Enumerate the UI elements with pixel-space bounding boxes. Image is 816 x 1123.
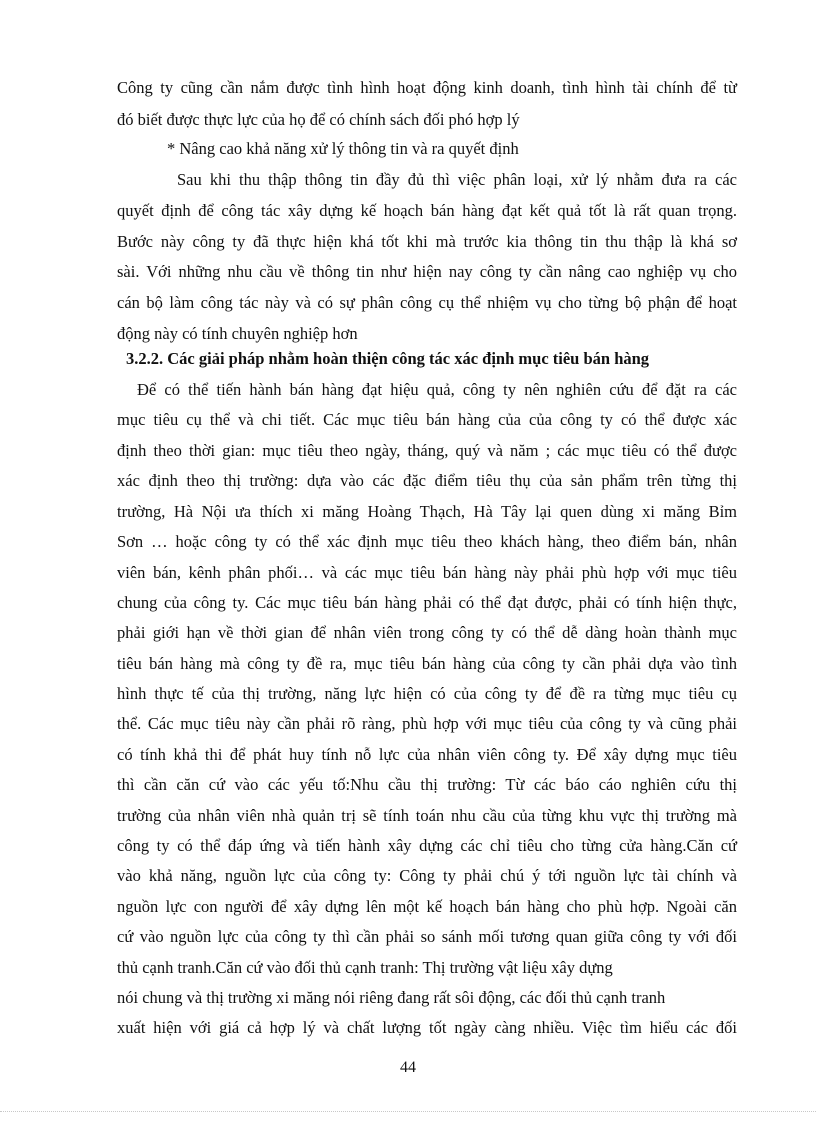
text-line: mục tiêu cụ thể và chi tiết. Các mục tiêu bán hàng của của công ty có thể được xác: [117, 410, 737, 429]
text-line: cứ vào nguồn lực của công ty thì cần phải so sánh mối tương quan giữa công ty với đối: [117, 927, 737, 946]
text-line: thì cần căn cứ vào các yếu tố:Nhu cầu thị trường: Từ các báo cáo nghiên cứu thị: [117, 775, 737, 794]
page-number: 44: [400, 1059, 416, 1076]
text-line: phải giới hạn về thời gian để nhân viên trong công ty có thể dễ dàng hoàn thành mục: [117, 623, 737, 642]
text-line: trường, Hà Nội ưa thích xi măng Hoàng Thạch, Hà Tây lại quen dùng xi măng Bỉm: [117, 502, 737, 521]
text-line: thể. Các mục tiêu này cần phải rõ ràng, phù hợp với mục tiêu của công ty và cũng phải: [117, 714, 737, 733]
text-line: Để có thể tiến hành bán hàng đạt hiệu quả, công ty nên nghiên cứu để đặt ra các: [137, 380, 737, 399]
text-line: nguồn lực con người để xây dựng lên một kế hoạch bán hàng cho phù hợp. Ngoài căn: [117, 897, 737, 916]
text-line: công ty có thể đáp ứng và tiến hành xây dựng các chỉ tiêu cho từng cửa hàng.Căn cứ: [117, 836, 737, 855]
bullet-subheading: * Nâng cao khả năng xử lý thông tin và ra quyết định: [167, 139, 519, 158]
section-heading: 3.2.2. Các giải pháp nhằm hoàn thiện công tác xác định mục tiêu bán hàng: [126, 349, 650, 368]
text-line: định theo thời gian: mục tiêu theo ngày, tháng, quý và năm ; các mục tiêu có thể được: [117, 441, 737, 460]
text-line: Sau khi thu thập thông tin đầy đủ thì việc phân loại, xử lý nhằm đưa ra các: [177, 170, 737, 189]
text-line: nói chung và thị trường xi măng nói riêng đang rất sôi động, các đối thủ cạnh tranh: [117, 988, 666, 1007]
page-bottom-rule: [0, 1111, 816, 1112]
text-line: Sơn … hoặc công ty có thể xác định mục tiêu theo khách hàng, theo điểm bán, nhân: [117, 532, 737, 551]
text-line: xác định theo thị trường: dựa vào các đặc điểm tiêu thụ của sản phẩm trên từng thị: [117, 471, 737, 490]
text-line: tiêu bán hàng mà công ty đề ra, mục tiêu bán hàng của công ty cần phải dựa vào tình: [117, 654, 737, 673]
text-line: chung của công ty. Các mục tiêu bán hàng phải có thể đạt được, phải có tính hiện thực,: [117, 593, 737, 612]
text-line: đó biết được thực lực của họ để có chính sách đối phó hợp lý: [117, 110, 520, 129]
text-line: có tính khả thi để phát huy tính nỗ lực của nhân viên công ty. Để xây dựng mục tiêu: [117, 745, 737, 764]
text-line: thủ cạnh tranh.Căn cứ vào đối thủ cạnh tranh: Thị trường vật liệu xây dựng: [117, 958, 613, 977]
text-line: sài. Với những nhu cầu về thông tin như hiện nay công ty cần nâng cao nghiệp vụ cho: [117, 262, 737, 281]
text-line: Công ty cũng cần nắm được tình hình hoạt động kinh doanh, tình hình tài chính để từ: [117, 78, 737, 97]
text-line: cán bộ làm công tác này và có sự phân công cụ thể nhiệm vụ cho từng bộ phận để hoạt: [117, 293, 737, 312]
text-line: trường của nhân viên nhà quản trị sẽ tính toán nhu cầu của từng khu vực thị trường mà: [117, 806, 737, 825]
text-line: viên bán, kênh phân phối… và các mục tiêu bán hàng này phải phù hợp với mục tiêu: [117, 563, 737, 582]
text-line: động này có tính chuyên nghiệp hơn: [117, 324, 358, 343]
text-line: Bước này công ty đã thực hiện khá tốt khi mà trước kia thông tin thu thập là khá sơ: [117, 232, 737, 251]
text-line: xuất hiện với giá cả hợp lý và chất lượng tốt ngày càng nhiều. Việc tìm hiểu các đối: [117, 1018, 737, 1037]
text-line: quyết định để công tác xây dựng kế hoạch bán hàng đạt kết quả tốt là rất quan trọng.: [117, 201, 737, 220]
text-line: hình thực tế của thị trường, năng lực hiện có của công ty để đề ra từng mục tiêu cụ: [117, 684, 737, 703]
text-line: vào khả năng, nguồn lực của công ty: Công ty phải chú ý tới nguồn lực tài chính và: [117, 866, 737, 885]
